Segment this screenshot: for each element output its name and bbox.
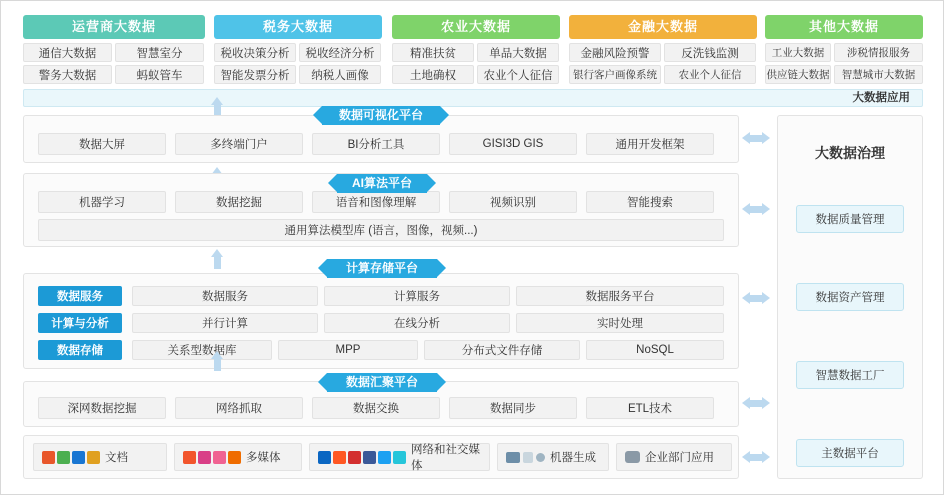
link-arrow-sources-governance	[742, 451, 770, 464]
source-machine[interactable]	[497, 443, 609, 471]
media-icon	[183, 451, 241, 464]
domain-column-3-items	[569, 43, 757, 84]
link-arrow-visualization-governance	[742, 132, 770, 145]
source-label: 网络和社交媒体	[411, 444, 480, 472]
domain-column-4	[765, 15, 923, 84]
domain-item[interactable]: 智慧室分	[115, 43, 204, 62]
documents-icon	[42, 451, 100, 464]
domain-item[interactable]: 金融风险预警	[569, 43, 661, 62]
layer-item[interactable]: 多终端门户	[175, 133, 303, 155]
domain-column-3	[569, 15, 757, 84]
layer-item[interactable]: 数据同步	[449, 397, 577, 419]
domain-item[interactable]: 土地确权	[392, 65, 474, 84]
layer-item[interactable]: 语音和图像理解	[312, 191, 440, 213]
layer-item[interactable]: 网络抓取	[175, 397, 303, 419]
layer-item[interactable]: 实时处理	[516, 313, 724, 333]
layer-item[interactable]: 并行计算	[132, 313, 318, 333]
governance-item-quality[interactable]: 数据质量管理	[796, 205, 904, 233]
layer-item[interactable]: 计算服务	[324, 286, 510, 306]
layer-item[interactable]: MPP	[278, 340, 418, 360]
ribbon-aggregation: 数据汇聚平台	[327, 373, 437, 392]
layer-item[interactable]: 数据服务	[132, 286, 318, 306]
compute-tag-compute-analysis[interactable]: 计算与分析	[38, 313, 122, 333]
layer-item[interactable]: 通用算法模型库 (语言，图像，视频...)	[38, 219, 724, 241]
layer-item[interactable]: 智能搜索	[586, 191, 714, 213]
source-label: 文档	[105, 452, 128, 464]
source-label: 机器生成	[550, 452, 596, 464]
ribbon-compute-storage: 计算存储平台	[327, 259, 437, 278]
layer-item[interactable]: 关系型数据库	[132, 340, 272, 360]
layer-item[interactable]: 深网数据挖掘	[38, 397, 166, 419]
domain-item[interactable]: 农业个人征信	[477, 65, 559, 84]
data-sources-panel	[23, 435, 739, 479]
layer-item[interactable]: 在线分析	[324, 313, 510, 333]
governance-panel	[777, 115, 923, 479]
domain-column-3-title: 金融大数据	[569, 15, 757, 39]
domain-item[interactable]: 税收决策分析	[214, 43, 296, 62]
governance-item-factory[interactable]: 智慧数据工厂	[796, 361, 904, 389]
domain-column-1-title: 税务大数据	[214, 15, 382, 39]
layer-item[interactable]: 数据大屏	[38, 133, 166, 155]
domain-column-0	[23, 15, 205, 84]
source-social[interactable]	[309, 443, 490, 471]
domain-column-0-title: 运营商大数据	[23, 15, 205, 39]
domain-item[interactable]: 蚂蚁管车	[115, 65, 204, 84]
layer-item[interactable]: 数据交换	[312, 397, 440, 419]
domain-item[interactable]: 税收经济分析	[299, 43, 381, 62]
domain-item[interactable]: 单品大数据	[477, 43, 559, 62]
domain-item[interactable]: 供应链大数据	[765, 65, 831, 84]
governance-item-master[interactable]: 主数据平台	[796, 439, 904, 467]
domain-item[interactable]: 通信大数据	[23, 43, 112, 62]
domain-item[interactable]: 纳税人画像	[299, 65, 381, 84]
domain-column-1	[214, 15, 382, 84]
source-label: 企业部门应用	[645, 452, 714, 464]
domain-item[interactable]: 银行客户画像系统	[569, 65, 661, 84]
layer-item[interactable]: GISI3D GIS	[449, 133, 577, 155]
layer-item[interactable]: ETL技术	[586, 397, 714, 419]
domain-item[interactable]: 农业个人征信	[664, 65, 756, 84]
governance-item-asset[interactable]: 数据资产管理	[796, 283, 904, 311]
domain-column-2	[392, 15, 560, 84]
link-arrow-aggregation-governance	[742, 397, 770, 410]
domain-item[interactable]: 工业大数据	[765, 43, 831, 62]
layer-item[interactable]: 通用开发框架	[586, 133, 714, 155]
domain-column-4-items	[765, 43, 923, 84]
domain-item[interactable]: 智能发票分析	[214, 65, 296, 84]
ribbon-ai: AI算法平台	[337, 174, 427, 193]
layer-item[interactable]: NoSQL	[586, 340, 724, 360]
layer-item[interactable]: 视频识别	[449, 191, 577, 213]
up-arrow-compute-to-ai	[211, 249, 224, 269]
layer-item[interactable]: 数据服务平台	[516, 286, 724, 306]
layer-item[interactable]: 数据挖掘	[175, 191, 303, 213]
social-icon	[318, 451, 406, 464]
compute-tag-data-storage[interactable]: 数据存储	[38, 340, 122, 360]
governance-title: 大数据治理	[815, 145, 885, 161]
domain-column-4-title: 其他大数据	[765, 15, 923, 39]
domain-column-0-items	[23, 43, 205, 84]
link-arrow-ai-governance	[742, 203, 770, 216]
layer-item[interactable]: 分布式文件存储	[424, 340, 580, 360]
machine-icon	[506, 452, 545, 463]
domain-item[interactable]: 精准扶贫	[392, 43, 474, 62]
link-arrow-compute-governance	[742, 292, 770, 305]
domain-column-2-title: 农业大数据	[392, 15, 560, 39]
source-enterprise[interactable]	[616, 443, 732, 471]
domain-item[interactable]: 警务大数据	[23, 65, 112, 84]
application-band-label: 大数据应用	[852, 92, 910, 104]
enterprise-icon	[625, 451, 640, 463]
domain-column-1-items	[214, 43, 382, 84]
application-band	[23, 89, 923, 107]
compute-tag-data-service[interactable]: 数据服务	[38, 286, 122, 306]
source-documents[interactable]	[33, 443, 167, 471]
up-arrow-visualization-to-app	[211, 97, 224, 117]
domain-item[interactable]: 反洗钱监测	[664, 43, 756, 62]
domain-column-2-items	[392, 43, 560, 84]
domain-item[interactable]: 涉税情报服务	[834, 43, 923, 62]
domain-item[interactable]: 智慧城市大数据	[834, 65, 923, 84]
layer-item[interactable]: 机器学习	[38, 191, 166, 213]
ribbon-visualization: 数据可视化平台	[322, 106, 440, 125]
source-label: 多媒体	[246, 452, 281, 464]
up-arrow-aggregation-to-compute	[211, 351, 224, 371]
layer-compute-storage	[23, 273, 739, 369]
source-media[interactable]	[174, 443, 302, 471]
layer-item[interactable]: BI分析工具	[312, 133, 440, 155]
